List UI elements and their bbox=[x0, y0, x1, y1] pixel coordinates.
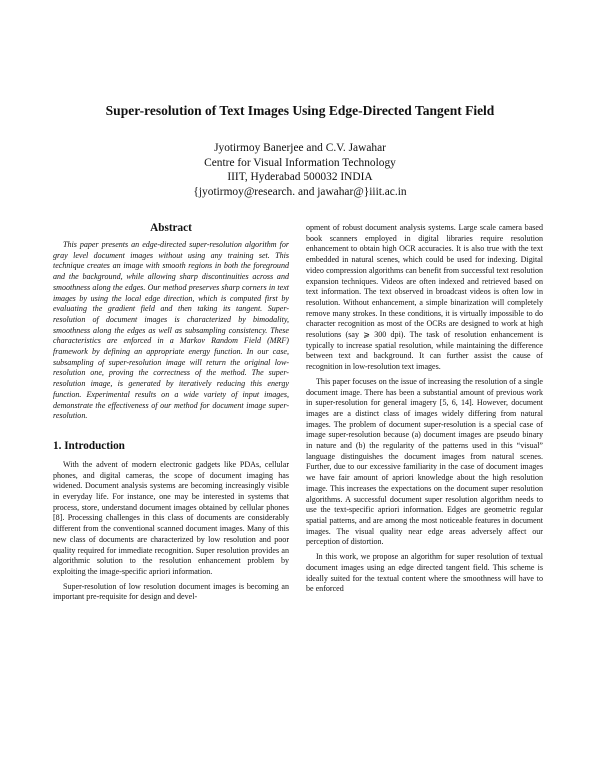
left-column bbox=[53, 222, 289, 603]
author-email: {jyotirmoy@research. and jawahar@}iiit.ac.in bbox=[193, 185, 407, 198]
intro-paragraph-1: With the advent of modern electronic gadgets like PDAs, cellular phones, and digital cameras, the scope of document imaging has widened. Document analysis systems are becoming increasingly visible in everyday life. For instance, one may be interested in systems that process, store, understand document images obtained by cellular phones [8]. Processing challenges in this class of documents are considerably different from the conventional scanned document images. Many of this new class of documents are characterized by low resolution and poor quality required for immediate recognition. Super resolution provides an algorithmic solution to the resolution enhancement problem by exploiting the image-specific apriori information. bbox=[53, 459, 289, 576]
right-paragraph-3: In this work, we propose an algorithm for super resolution of textual document images using an edge directed tangent field. This scheme is ideally suited for the textual content where the smoothness will have to be enforced bbox=[306, 552, 543, 594]
right-column bbox=[306, 223, 543, 595]
author-affiliation: Centre for Visual Information Technology bbox=[204, 156, 396, 169]
abstract-text: This paper presents an edge-directed super-resolution algorithm for gray level document images without using any training set. This technique creates an image with smooth regions in both the foreground and the background, while allowing sharp discontinuities across and smoothness along the edges. Our method preserves sharp corners in text images by using the local edge direction, which is computed first by evaluating the gradient field and then taking its tangent. Super-resolution of document images is characterized by bimodality, smoothness along the edges as well as subsampling consistency. These characteristics are enforced in a Markov Random Field (MRF) framework by defining an appropriate energy function. In our case, subsampling of super-resolution image will return the original low-resolution one, proving the correctness of the method. The super-resolution image, is generated by iteratively reducing this energy function. Experimental results on a wide variety of input images, demonstrate the effectiveness of our method for document image super-resolution. bbox=[53, 240, 289, 421]
author-names: Jyotirmoy Banerjee and C.V. Jawahar bbox=[214, 142, 386, 154]
right-paragraph-1: opment of robust document analysis systems. Large scale camera based book scanners employed in digital libraries require resolution enhancement to obtain high OCR accuracies. It is also true with the text embedded in natural scenes, which could be used for indexing. Digital video compression algorithms can benefit from successful text resolution expansion techniques. Videos are often indexed and retrieved based on text information. The text observed in broadcast videos is often low in resolution. Without enhancement, a simple binarization will completely remove many strokes. In these conditions, it is virtually impossible to do character recognition as most of the OCRs are designed to work at high resolutions (say ⩾ 300 dpi). The task of resolution enhancement is typically to increase spatial resolution, while maintaining the difference between text and background. It can further assist the cause of recognition in low-resolution text images. bbox=[306, 223, 543, 372]
abstract-heading: Abstract bbox=[150, 222, 192, 234]
intro-paragraph-2: Super-resolution of low resolution document images is becoming an important pre-requisite for design and devel- bbox=[53, 581, 289, 602]
paper-title: Super-resolution of Text Images Using Edge-Directed Tangent Field bbox=[105, 103, 495, 118]
author-block bbox=[0, 141, 600, 199]
author-address: IIIT, Hyderabad 500032 INDIA bbox=[227, 171, 373, 184]
introduction-heading: 1. Introduction bbox=[53, 439, 125, 452]
right-paragraph-2: This paper focuses on the issue of increasing the resolution of a single document image. There has been a substantial amount of previous work in super-resolution for general imagery [5, 6, 14]. However, document images are a distinct class of images widely differing from natural images. The problem of document super-resolution is a special case of image super-resolution because (a) document images are pseudo binary in nature and (b) the regularity of the patterns used in this “visual” language distinguishes the document images from natural scenes. Further, due to our excessive familiarity in the case of document images we have fair amount of apriori knowledge about the high resolution image. This increases the expectations on the document super resolution algorithms. A successful document super resolution algorithm needs to use the text-specific apriori information. Edges are geometric regular spatial patterns, and are among the most noticeable features in document images. The visual quality near edge areas adversely affect our perception of distortion. bbox=[306, 376, 543, 547]
